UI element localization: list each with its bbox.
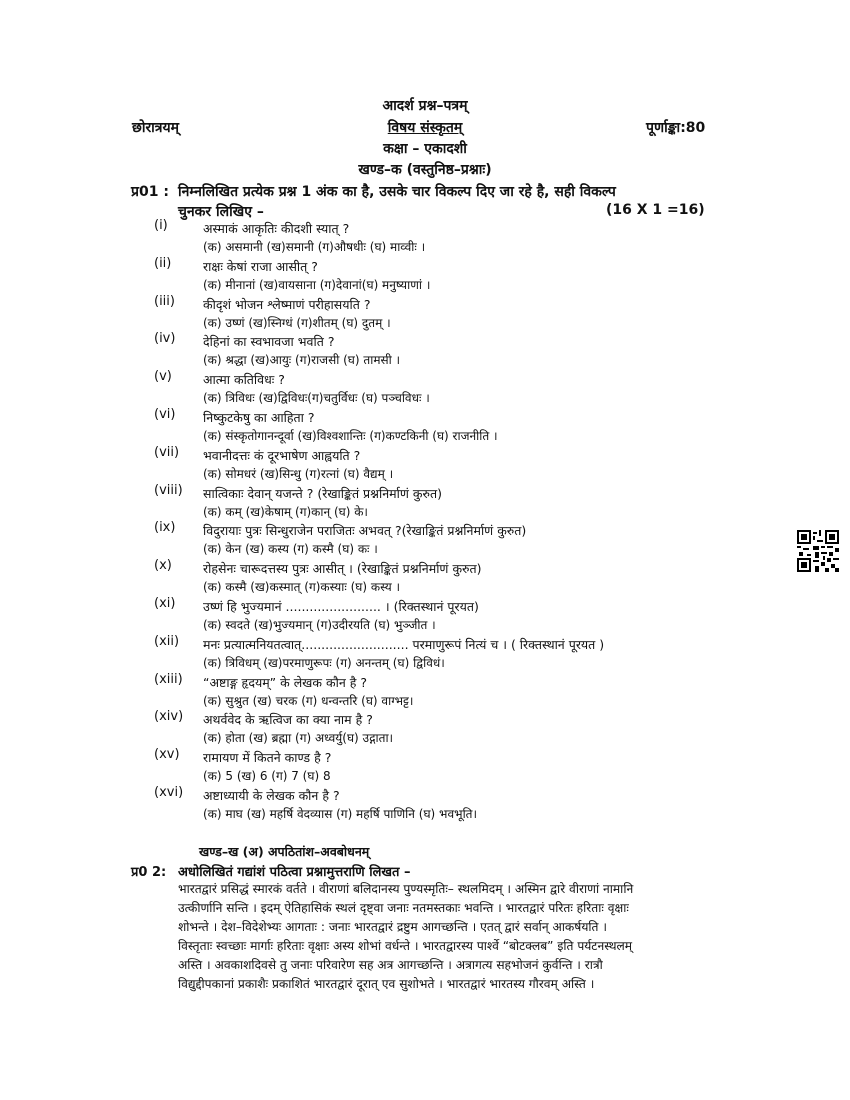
question-text: रामायण में कितने काण्ड है ? bbox=[203, 750, 332, 765]
q1-instruction-line1: निम्नलिखित प्रत्येक प्रश्न 1 अंक का है, उसके चार विकल्प दिए जा रहे है, सही विकल्प bbox=[178, 184, 616, 200]
class-label: कक्षा – एकादशी bbox=[383, 141, 467, 157]
q1-number: प्र01 : bbox=[131, 184, 169, 200]
question-options: (क) उष्णं (ख)स्निग्धं (ग)शीतम् (घ) दुतम् । bbox=[203, 316, 391, 330]
question-number: (vii) bbox=[154, 445, 180, 460]
question-text: आत्मा कतिविधः ? bbox=[203, 372, 285, 387]
question-text: रोहसेनः चारूदत्तस्य पुत्रः आसीत् । (रेखाङ्कितं प्रश्ननिर्माणं कुरुत) bbox=[203, 561, 482, 576]
question-text: उष्णं हि भुज्यमानं ........................ । (रिक्तस्थानं पूरयत) bbox=[203, 599, 479, 614]
question-options: (क) त्रिविधम् (ख)परमाणुरूपः (ग) अनन्तम् (घ) द्विविधं। bbox=[203, 656, 445, 670]
question-options: (क) त्रिविधः (ख)द्विविधः(ग)चतुर्विधः (घ) पञ्चविधः । bbox=[203, 391, 430, 405]
full-marks: पूर्णाङ्का:80 bbox=[646, 120, 706, 136]
question-options: (क) सोमधरं (ख)सिन्धु (ग)रत्नां (घ) वैद्यम् । bbox=[203, 467, 394, 481]
question-text: मनः प्रत्यात्मनियतत्वात्........................... परमाणुरूपं नित्यं च । ( रिक्तस्थानं पूरयत ) bbox=[203, 637, 605, 652]
question-number: (iii) bbox=[154, 294, 175, 309]
question-number: (ii) bbox=[154, 256, 172, 271]
question-text: अस्माकं आकृतिः कीदशी स्यात् ? bbox=[203, 221, 350, 236]
question-text: सात्विकाः देवान् यजन्ते ? (रेखाङ्कितं प्रश्ननिर्माणं कुरुत) bbox=[203, 486, 442, 501]
passage-line: शोभन्ते । देश–विदेशेभ्यः आगताः : जनाः भारतद्वारं द्रष्टुम आगच्छन्ति । एतत् द्वारं सर्वान् आकर्षयति । bbox=[178, 920, 607, 934]
question-number: (v) bbox=[154, 369, 172, 384]
question-text: अष्टाध्यायी के लेखक कौन है ? bbox=[203, 788, 340, 803]
question-number: (iv) bbox=[154, 331, 176, 346]
question-text: विदुरायाः पुत्रः सिन्धुराजेन पराजितः अभवत् ?(रेखाङ्कितं प्रश्ननिर्माणं कुरुत) bbox=[203, 523, 527, 538]
question-options: (क) स्वदते (ख)भुज्यमान् (ग)उदीरयति (घ) भुञ्जीत । bbox=[203, 618, 436, 632]
question-number: (xvi) bbox=[154, 785, 184, 800]
question-options: (क) 5 (ख) 6 (ग) 7 (घ) 8 bbox=[203, 769, 331, 783]
question-options: (क) संस्कृतोगानन्दूर्वा (ख)विश्वशान्तिः (ग)कण्टकिनी (घ) राजनीति । bbox=[203, 429, 498, 443]
paper-title: आदर्श प्रश्न–पत्रम् bbox=[382, 98, 468, 114]
question-text: कीदृशं भोजन श्लेष्माणं परीहासयति ? bbox=[203, 297, 371, 312]
question-number: (i) bbox=[154, 218, 168, 233]
question-options: (क) होता (ख) ब्रह्मा (ग) अध्वर्यु(घ) उद्गाता। bbox=[203, 731, 394, 745]
q2-number: प्र0 2: bbox=[131, 865, 167, 880]
qr-code-icon bbox=[797, 530, 839, 572]
question-options: (क) सुश्रुत (ख) चरक (ग) धन्वन्तरि (घ) वाग्भट्ट। bbox=[203, 694, 414, 708]
q2-instruction: अधोलिखितं गद्यांशं पठित्वा प्रश्नामुत्तराणि लिखत – bbox=[178, 865, 411, 880]
passage-line: भारतद्वारं प्रसिद्धं स्मारकं वर्तते । वीराणां बलिदानस्य पुण्यस्मृतिः– स्थलमिदम् । अस्मिन द्वारे वीराणां नामानि bbox=[178, 882, 634, 896]
question-text: राक्षः केषां राजा आसीत् ? bbox=[203, 259, 318, 274]
question-number: (xi) bbox=[154, 596, 176, 611]
question-text: अथर्ववेद के ऋत्विज का क्या नाम है ? bbox=[203, 712, 373, 727]
question-options: (क) मीनानां (ख)वायसाना (ग)देवानां(घ) मनुष्याणां । bbox=[203, 278, 431, 292]
question-text: देहिनां का स्वभावजा भवति ? bbox=[203, 334, 335, 349]
q1-instruction-line2: चुनकर लिखिए – bbox=[178, 204, 264, 220]
question-options: (क) माघ (ख) महर्षि वेदव्यास (ग) महर्षि पाणिनि (घ) भवभूति। bbox=[203, 807, 478, 821]
question-number: (viii) bbox=[154, 483, 183, 498]
question-options: (क) केन (ख) कस्य (ग) कस्मै (घ) कः । bbox=[203, 542, 378, 556]
question-options: (क) असमानी (ख)समानी (ग)औषधीः (घ) माव्वीः । bbox=[203, 240, 426, 254]
question-text: निष्कुटकेषु का आहिता ? bbox=[203, 410, 315, 425]
question-options: (क) कम् (ख)केषाम् (ग)कान् (घ) के। bbox=[203, 505, 368, 519]
question-number: (xii) bbox=[154, 634, 180, 649]
subject-label: विषय संस्कृतम् bbox=[387, 120, 463, 136]
q1-marks: (16 X 1 =16) bbox=[606, 202, 705, 218]
passage-line: विस्तृताः स्वच्छाः मार्गाः हरिताः वृक्षाः अस्य शोभां वर्धन्ते । भारतद्वारस्य पार्श्वे “बोटक्लब” इति पर्यटनस्थलम् bbox=[178, 939, 633, 953]
passage-line: अस्ति । अवकाशदिवसे तु जनाः परिवारेण सह अत्र आगच्छन्ति । अत्रागत्य सहभोजनं कुर्वन्ति । रात्रौ bbox=[178, 958, 603, 972]
passage-line: विद्युद्दीपकानां प्रकाशैः प्रकाशितं भारतद्वारं दूरात् एव सुशोभते । भारतद्वारं भारतस्य गौरवम् अस्ति । bbox=[178, 977, 595, 991]
section-a-heading: खण्ड–क (वस्तुनिष्ठ–प्रश्नाः) bbox=[358, 162, 492, 178]
question-number: (vi) bbox=[154, 407, 176, 422]
question-options: (क) कस्मै (ख)कस्मात् (ग)कस्याः (घ) कस्य । bbox=[203, 580, 401, 594]
question-text: भवानीदत्तः कं दूरभाषेण आह्वयति ? bbox=[203, 448, 361, 463]
question-number: (xv) bbox=[154, 747, 180, 762]
question-number: (xiv) bbox=[154, 709, 184, 724]
question-number: (xiii) bbox=[154, 672, 183, 687]
question-options: (क) श्रद्धा (ख)आयुः (ग)राजसी (घ) तामसी । bbox=[203, 353, 401, 367]
question-text: “अष्टाङ्ग हृदयम्” के लेखक कौन है ? bbox=[203, 675, 367, 690]
passage-line: उत्कीर्णानि सन्ति । इदम् ऐतिहासिकं स्थलं दृष्ट्वा जनाः नतमस्तकाः भवन्ति । भारतद्वारं परितः हरिताः वृक्षाः bbox=[178, 901, 629, 915]
question-number: (x) bbox=[154, 558, 172, 573]
section-b-heading: खण्ड–ख (अ) अपठितांश–अवबोधनम् bbox=[199, 844, 370, 859]
question-number: (ix) bbox=[154, 520, 176, 535]
header-left-label: छोरात्रयम् bbox=[132, 120, 180, 136]
